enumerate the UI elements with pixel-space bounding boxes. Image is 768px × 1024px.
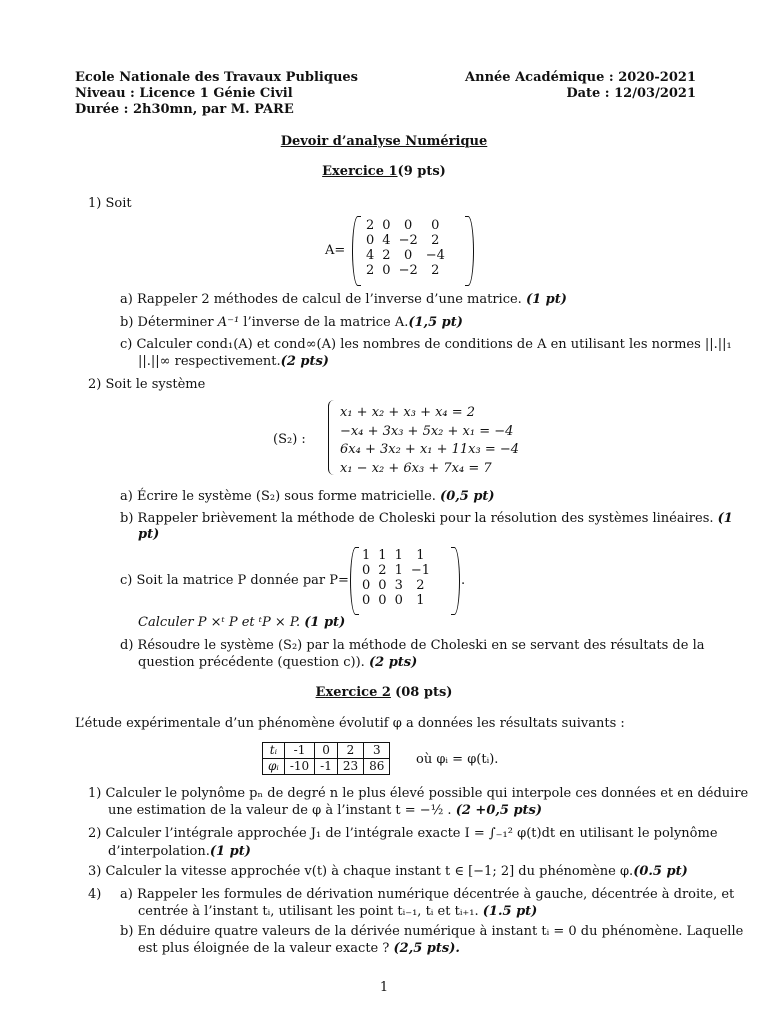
- matrix-a-label: A=: [325, 243, 346, 258]
- system-equations: [340, 404, 519, 478]
- table-note: où φᵢ = φ(tᵢ).: [416, 752, 499, 767]
- right-paren: [451, 547, 460, 615]
- equation-1: x₁ + x₂ + x₃ + x₄ = 2: [340, 405, 476, 420]
- question-1a: a) Rappeler 2 méthodes de calcul de l’inverse d’une matrice. (1 pt): [120, 292, 567, 307]
- ex2-question-2-line1: 2) Calculer l’intégrale approchée J₁ de l’intégrale exacte I = ∫₋₁² φ(t)dt en utilisant le polynôme: [88, 826, 718, 841]
- ex2-question-4a-line1: a) Rappeler les formules de dérivation numérique décentrée à gauche, décentrée à droite, et: [120, 887, 735, 902]
- data-table: [262, 742, 390, 775]
- question-2d-line1: d) Résoudre le système (S₂) par la méthode de Choleski en se servant des résultats de la: [120, 638, 705, 653]
- question-1b: b) Déterminer A⁻¹ l’inverse de la matrice A.(1,5 pt): [120, 315, 463, 330]
- equation-3: 6x₄ + 3x₂ + x₁ + 11x₃ = −4: [340, 442, 520, 457]
- ex2-question-4-number: 4): [88, 887, 102, 902]
- ex2-question-4a-line2: centrée à l’instant tᵢ, utilisant les point tᵢ₋₁, tᵢ et tᵢ₊₁. (1.5 pt): [138, 904, 538, 919]
- question-2d-line2: question précédente (question c)). (2 pts): [138, 655, 418, 670]
- question-2: 2) Soit le système: [88, 377, 206, 392]
- school-name: Ecole Nationale des Travaux Publiques: [75, 70, 358, 85]
- academic-year: Année Académique : 2020-2021: [465, 70, 696, 85]
- question-1: 1) Soit: [88, 196, 132, 211]
- ex2-question-4b-line1: b) En déduire quatre valeurs de la dérivée numérique à instant tᵢ = 0 du phénomène. Laquelle: [120, 924, 744, 939]
- ex2-question-2-line2: d’interpolation.(1 pt): [108, 844, 251, 859]
- ex2-question-3: 3) Calculer la vitesse approchée v(t) à chaque instant t ∈ [−1; 2] du phénomène φ.(0.5 pt): [88, 864, 688, 879]
- exercise-2-title: Exercice 2: [315, 685, 391, 700]
- question-2c: c) Soit la matrice P donnée par P=: [120, 573, 349, 588]
- left-paren: [352, 216, 361, 286]
- exercise-2-points: (08 pts): [395, 685, 453, 700]
- question-2b-pts: pt): [138, 527, 160, 542]
- equation-4: x₁ − x₂ + 6x₃ + 7x₄ = 7: [340, 460, 492, 476]
- table-row: tᵢ -1 0 2 3: [263, 743, 390, 759]
- exercise-1-points: (9 pts): [397, 164, 446, 179]
- exercise-2-heading: [0, 685, 768, 700]
- system-label: (S₂) :: [273, 432, 306, 447]
- question-1c-line1: c) Calculer cond₁(A) et cond∞(A) les nombres de conditions de A en utilisant les normes ||.||₁: [120, 337, 732, 352]
- matrix-a: 2 0 0 0 0 4 −2 2 4 2 0 −4 2 0 −2 2: [366, 218, 445, 278]
- page-number: 1: [379, 980, 389, 995]
- duration: Durée : 2h30mn, par M. PARE: [75, 102, 294, 117]
- matrix-p: 1 1 1 1 0 2 1 −1 0 0 3 2 0 0 0 1: [362, 548, 431, 608]
- question-2a: a) Écrire le système (S₂) sous forme matricielle. (0,5 pt): [120, 489, 495, 504]
- ex2-question-1-line1: 1) Calculer le polynôme pₙ de degré n le plus élevé possible qui interpole ces données et en déduire: [88, 786, 749, 801]
- question-1c-line2: ||.||∞ respectivement.(2 pts): [138, 354, 329, 369]
- question-2b: b) Rappeler brièvement la méthode de Choleski pour la résolution des systèmes linéaires. (1: [120, 511, 733, 526]
- document-title: Devoir d’analyse Numérique: [280, 134, 488, 149]
- exercise-1-title: Exercice 1: [322, 164, 398, 179]
- table-row: φᵢ -10 -1 23 86: [263, 759, 390, 775]
- ex2-question-4b-line2: est plus éloignée de la valeur exacte ? (2,5 pts).: [138, 941, 460, 956]
- equation-2: −x₄ + 3x₃ + 5x₂ + x₁ = −4: [340, 423, 514, 439]
- system-brace: [328, 400, 335, 475]
- exercise-2-intro: L’étude expérimentale d’un phénomène évolutif φ a données les résultats suivants :: [75, 716, 625, 731]
- right-paren: [465, 216, 474, 286]
- ex2-question-1-line2: une estimation de la valeur de φ à l’instant t = −½ . (2 +0,5 pts): [108, 803, 543, 818]
- exam-date: Date : 12/03/2021: [566, 86, 696, 101]
- period: .: [461, 573, 466, 588]
- level: Niveau : Licence 1 Génie Civil: [75, 86, 293, 101]
- exercise-1-heading: [0, 164, 768, 179]
- question-2c-calc: Calculer P ×ᵗ P et ᵗP × P. (1 pt): [138, 615, 346, 630]
